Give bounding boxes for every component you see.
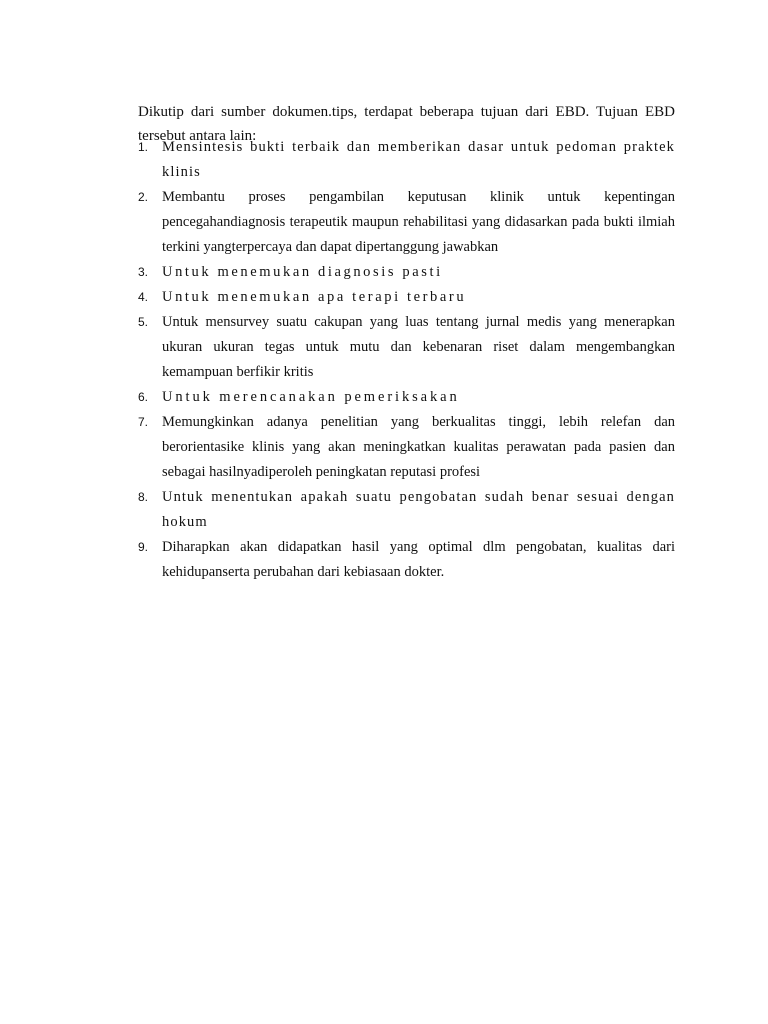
list-item [138,185,675,260]
list-item [138,535,675,585]
list-item-number: 7. [138,415,149,429]
list-item [138,310,675,385]
list-item-number: 8. [138,490,149,504]
list-item-number: 6. [138,390,149,404]
intro-paragraph: Dikutip dari sumber dokumen.tips, terdapat beberapa tujuan dari EBD. Tujuan EBD tersebut antara lain: [138,104,675,144]
list-item-text: Mensintesis bukti terbaik dan memberikan dasar untuk pedoman praktek klinis [162,139,675,180]
list-item [138,385,675,410]
list-item-number: 3. [138,265,149,279]
list-item-text: Untuk menentukan apakah suatu pengobatan sudah benar sesuai dengan hokum [162,489,675,530]
list-item-text: Membantu proses pengambilan keputusan klinik untuk kepentingan pencegahandiagnosis terapeutik maupun rehabilitasi yang didasarkan pada bukti ilmiah terkini yangterpercaya dan dapat dipertanggung jawabkan [162,189,675,255]
list-item-text: Diharapkan akan didapatkan hasil yang optimal dlm pengobatan, kualitas dari kehidupanserta perubahan dari kebiasaan dokter. [162,539,675,580]
list-item-number: 1. [138,140,149,154]
list-item-number: 5. [138,315,149,329]
list-item [138,260,675,285]
list-item [138,285,675,310]
list-item-number: 2. [138,190,149,204]
list-item-number: 9. [138,540,149,554]
list-item-text: Untuk merencanakan pemeriksakan [162,389,460,405]
list-item-text: Untuk menemukan diagnosis pasti [162,264,443,280]
list-item-text: Memungkinkan adanya penelitian yang berkualitas tinggi, lebih relefan dan berorientasike klinis yang akan meningkatkan kualitas perawatan pada pasien dan sebagai hasilnyadiperoleh peningkatan reputasi profesi [162,414,675,480]
list-item-number: 4. [138,290,149,304]
goals-list [138,135,675,585]
list-item-text: Untuk menemukan apa terapi terbaru [162,289,467,305]
list-item [138,410,675,485]
list-item [138,485,675,535]
list-item-text: Untuk mensurvey suatu cakupan yang luas tentang jurnal medis yang menerapkan ukuran ukuran tegas untuk mutu dan kebenaran riset dalam mengembangkan kemampuan berfikir kritis [162,314,675,380]
list-item [138,135,675,185]
